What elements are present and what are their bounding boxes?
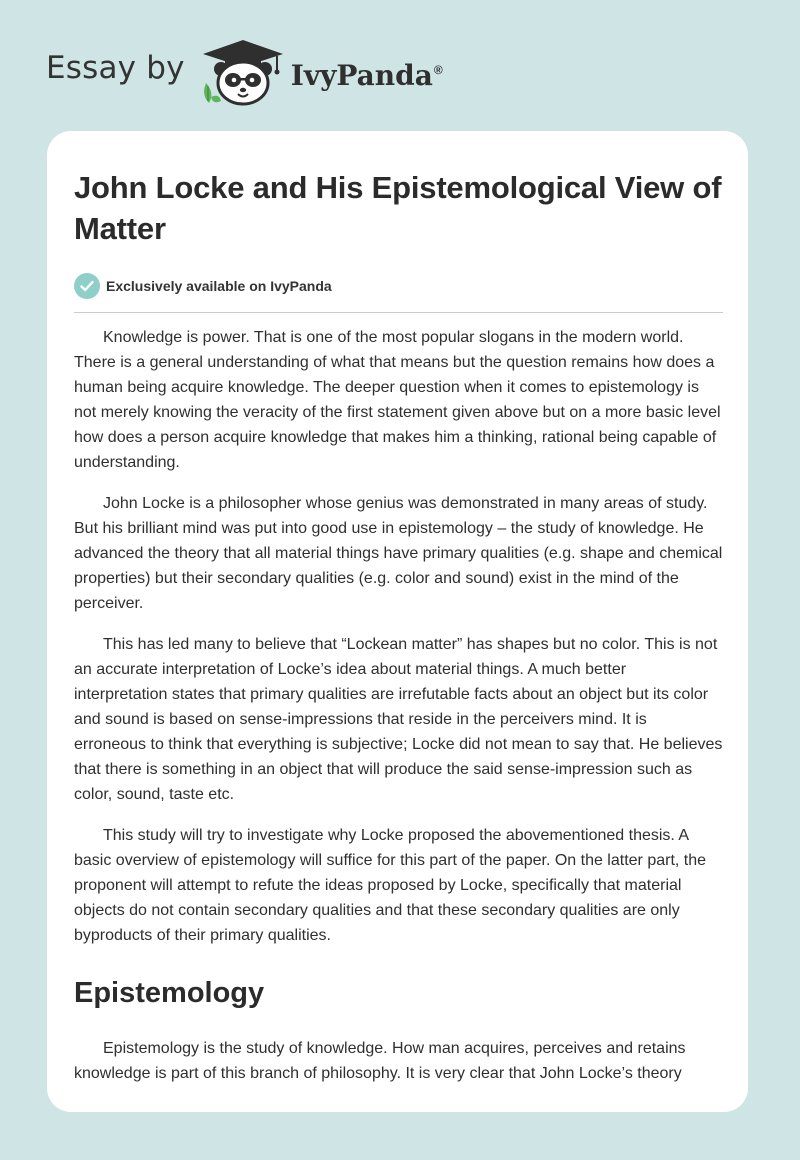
paragraph: John Locke is a philosopher whose genius was demonstrated in many areas of study. But his brilliant mind was put into good use in epistemology – the study of knowledge. He advanced the theory that all material things have primary qualities (e.g. shape and chemical properties) but their secondary qualities (e.g. color and sound) exist in the mind of the perceiver. xyxy=(74,495,723,612)
exclusive-badge xyxy=(74,273,723,299)
panda-mascot-icon xyxy=(199,37,287,107)
brand-name-text: IvyPanda xyxy=(290,58,433,92)
essay-body xyxy=(74,325,723,1086)
registered-mark: ® xyxy=(433,63,443,78)
brand-prefix: Essay by xyxy=(46,50,185,86)
divider xyxy=(74,312,723,313)
section-heading: Epistemology xyxy=(74,977,265,1009)
paragraph: Knowledge is power. That is one of the most popular slogans in the modern world. There is a general understanding of what that means but the question remains how does a human being acquire knowledge. The deeper question when it comes to epistemology is not merely knowing the veracity of the first statement given above but on a more basic level how does a person acquire knowledge that makes him a thinking, rational being capable of understanding. xyxy=(74,329,721,471)
brand-header[interactable] xyxy=(46,36,443,108)
essay-card xyxy=(47,131,748,1112)
checkmark-icon xyxy=(74,273,100,299)
page-title: John Locke and His Epistemological View of Matter xyxy=(74,170,722,246)
paragraph: This has led many to believe that “Lockean matter” has shapes but no color. This is not an accurate interpretation of Locke’s idea about material things. A much better interpretation states that primary qualities are irrefutable facts about an object but its color and sound is based on sense-impressions that reside in the perceivers mind. It is erroneous to think that everything is subjective; Locke did not mean to say that. He believes that there is something in an object that will produce the said sense-impression such as color, sound, taste etc. xyxy=(74,636,723,803)
paragraph: This study will try to investigate why Locke proposed the abovementioned thesis. A basic overview of epistemology will suffice for this part of the paper. On the latter part, the proponent will attempt to refute the ideas proposed by Locke, specifically that material objects do not contain secondary qualities and that these secondary qualities are only byproducts of their primary qualities. xyxy=(74,827,707,944)
exclusive-label: Exclusively available on IvyPanda xyxy=(106,278,332,294)
essay-content-wrapper xyxy=(74,131,723,1102)
paragraph: Epistemology is the study of knowledge. How man acquires, perceives and retains knowledge is part of this branch of philosophy. It is very clear that John Locke’s theory xyxy=(74,1040,686,1082)
brand-name xyxy=(291,59,443,92)
